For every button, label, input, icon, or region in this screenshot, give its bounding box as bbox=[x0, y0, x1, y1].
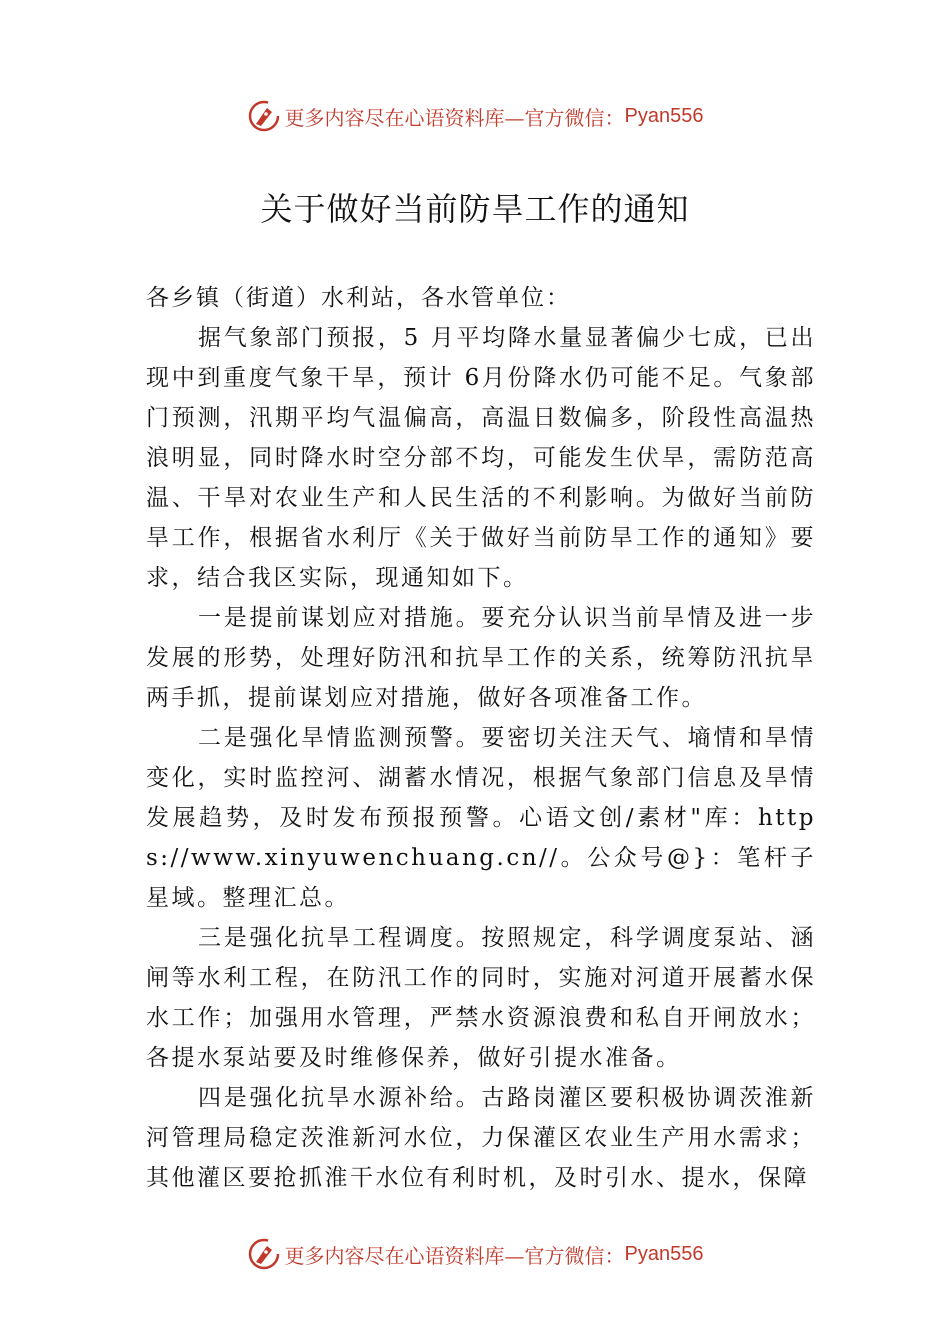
paragraph-intro: 据气象部门预报，5 月平均降水量显著偏少七成，已出现中到重度气象干旱，预计 6月份降水仍可能不足。气象部门预测，汛期平均气温偏高，高温日数偏多，阶段性高温热浪明显，同时降水时空分部不均，可能发生伏旱，需防范高温、干旱对农业生产和人民生活的不利影响。为做好当前防旱工作，根据省水利厅《关于做好当前防旱工作的通知》要求，结合我区实际，现通知如下。 bbox=[146, 325, 816, 591]
salutation: 各乡镇（街道）水利站，各水管单位： bbox=[146, 285, 571, 311]
pen-nib-logo-icon bbox=[247, 1237, 281, 1271]
watermark-footer bbox=[0, 1234, 950, 1274]
watermark-wechat-id: Pyan556 bbox=[624, 104, 704, 127]
paragraph-point-1: 一是提前谋划应对措施。要充分认识当前旱情及进一步发展的形势，处理好防汛和抗旱工作的关系，统筹防汛抗旱两手抓，提前谋划应对措施，做好各项准备工作。 bbox=[146, 605, 816, 711]
watermark-text: 更多内容尽在心语资料库—官方微信： bbox=[284, 105, 625, 130]
pen-nib-logo-icon bbox=[247, 99, 281, 133]
watermark-text: 更多内容尽在心语资料库—官方微信： bbox=[284, 1243, 625, 1268]
paragraph-point-2: 二是强化旱情监测预警。要密切关注天气、墒情和旱情变化，实时监控河、湖蓄水情况，根据气象部门信息及旱情发展趋势，及时发布预报预警。心语文创/素材"库：https://www.xinyuwenchuang.cn//。公众号@}：笔杆子星域。整理汇总。 bbox=[146, 725, 816, 911]
watermark-wechat-id: Pyan556 bbox=[624, 1242, 704, 1265]
paragraph-point-3: 三是强化抗旱工程调度。按照规定，科学调度泵站、涵闸等水利工程，在防汛工作的同时，实施对河道开展蓄水保水工作；加强用水管理，严禁水资源浪费和私自开闸放水；各提水泵站要及时维修保养，做好引提水准备。 bbox=[146, 925, 816, 1071]
document-title: 关于做好当前防旱工作的通知 bbox=[260, 190, 690, 228]
watermark-header bbox=[0, 96, 950, 136]
document-body bbox=[146, 278, 816, 1198]
paragraph-point-4: 四是强化抗旱水源补给。古路岗灌区要积极协调茨淮新河管理局稳定茨淮新河水位，力保灌区农业生产用水需求；其他灌区要抢抓淮干水位有利时机，及时引水、提水，保障 bbox=[146, 1085, 816, 1191]
